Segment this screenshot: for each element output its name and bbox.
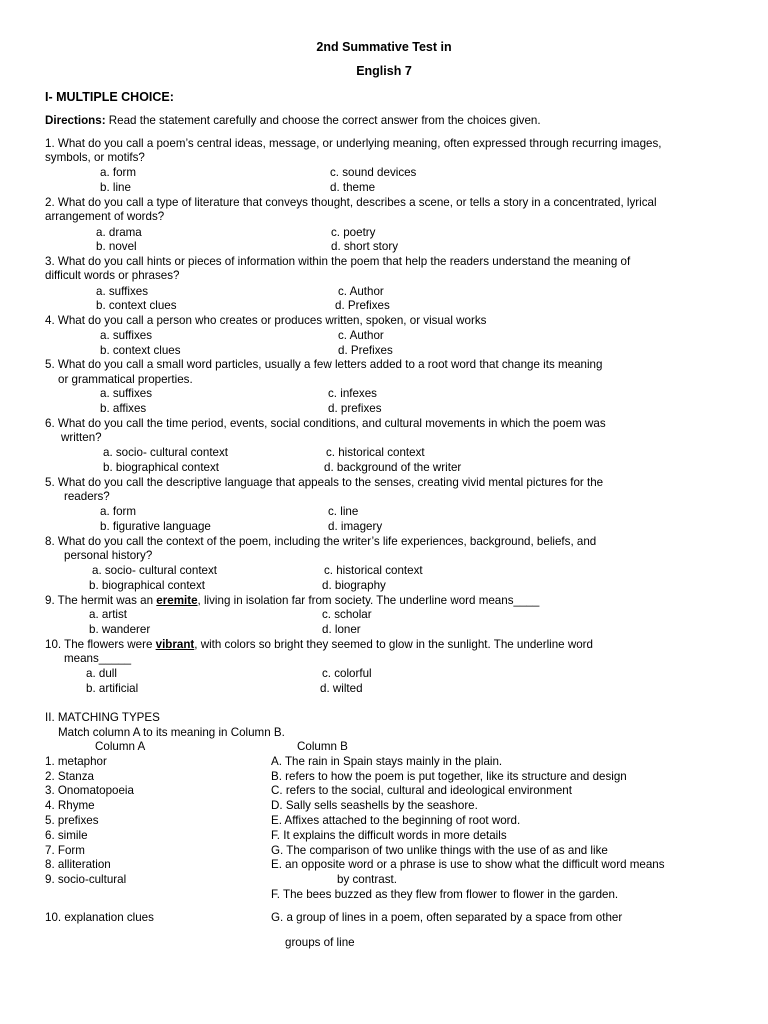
matching-instruction: Match column A to its meaning in Column B. bbox=[58, 726, 285, 739]
question-3-choice-a: a. suffixes bbox=[96, 285, 148, 298]
question-5b-choice-d: d. imagery bbox=[328, 520, 383, 533]
column-b-item: G. The comparison of two unlike things with the use of as and like bbox=[271, 844, 608, 857]
question-2-stem-line-1: 2. What do you call a type of literature that conveys thought, describes a scene, or tells a story in a concentrated, lyrical bbox=[45, 196, 657, 209]
question-5a-stem-line-2: or grammatical properties. bbox=[58, 373, 193, 386]
question-2-choice-b: b. novel bbox=[96, 240, 137, 253]
question-5a-choice-a: a. suffixes bbox=[100, 387, 152, 400]
column-a-item: 5. prefixes bbox=[45, 814, 99, 827]
question-6-choice-a: a. socio- cultural context bbox=[103, 446, 229, 459]
question-9-choice-c: c. scholar bbox=[322, 608, 372, 621]
section-heading-matching-types: II. MATCHING TYPES bbox=[45, 711, 160, 724]
question-3-stem-line-1: 3. What do you call hints or pieces of information within the poem that help the readers understand the meaning of bbox=[45, 255, 631, 268]
question-9-choice-d: d. loner bbox=[322, 623, 361, 636]
column-a-item: 9. socio-cultural bbox=[45, 873, 127, 886]
question-6-choice-d: d. background of the writer bbox=[324, 461, 462, 474]
column-b-item: B. refers to how the poem is put together, like its structure and design bbox=[271, 770, 627, 783]
question-9-stem-end: , living in isolation far from society. The underline word means____ bbox=[197, 594, 540, 607]
column-a-item: 7. Form bbox=[45, 844, 85, 857]
question-5b-choice-b: b. figurative language bbox=[100, 520, 211, 533]
question-8-choice-a: a. socio- cultural context bbox=[92, 564, 218, 577]
question-1-stem-line-1: 1. What do you call a poem’s central ideas, message, or underlying meaning, often expressed through recurring images, bbox=[45, 137, 662, 150]
question-8-choice-b: b. biographical context bbox=[89, 579, 206, 592]
column-a-item: 2. Stanza bbox=[45, 770, 94, 783]
column-b-item: A. The rain in Spain stays mainly in the plain. bbox=[271, 755, 503, 768]
column-b-item: D. Sally sells seashells by the seashore. bbox=[271, 799, 478, 812]
question-4-choice-a: a. suffixes bbox=[100, 329, 152, 342]
question-3-choice-c: c. Author bbox=[338, 285, 384, 298]
column-b-item-continuation: groups of line bbox=[285, 936, 355, 949]
question-6-choice-c: c. historical context bbox=[326, 446, 425, 459]
column-a-item: 8. alliteration bbox=[45, 858, 111, 871]
question-10-stem-line-2: means_____ bbox=[64, 652, 132, 665]
directions-label: Directions: bbox=[45, 114, 106, 127]
question-5a-stem-line-1: 5. What do you call a small word particles, usually a few letters added to a root word that change its meaning bbox=[45, 358, 603, 371]
question-10-choice-b: b. artificial bbox=[86, 682, 139, 695]
question-8-choice-c: c. historical context bbox=[324, 564, 423, 577]
question-5b-stem-line-1: 5. What do you call the descriptive language that appeals to the senses, creating vivid mental pictures for the bbox=[45, 476, 604, 489]
directions-text: Read the statement carefully and choose the correct answer from the choices given. bbox=[105, 114, 541, 127]
title-line-2: English 7 bbox=[356, 64, 412, 78]
question-2-choice-a: a. drama bbox=[96, 226, 142, 239]
column-a-item: 3. Onomatopoeia bbox=[45, 784, 134, 797]
column-b-item: F. The bees buzzed as they flew from flower to flower in the garden. bbox=[271, 888, 619, 901]
question-2-stem-line-2: arrangement of words? bbox=[45, 210, 165, 223]
column-a-item: 1. metaphor bbox=[45, 755, 107, 768]
column-b-item: E. an opposite word or a phrase is use to show what the difficult word means bbox=[271, 858, 665, 871]
question-1-choice-a: a. form bbox=[100, 166, 137, 179]
question-5a-choice-d: d. prefixes bbox=[328, 402, 382, 415]
section-heading-multiple-choice: I- MULTIPLE CHOICE: bbox=[45, 90, 174, 104]
question-3-choice-d: d. Prefixes bbox=[335, 299, 390, 312]
column-b-header: Column B bbox=[297, 740, 348, 753]
question-4-stem-line-1: 4. What do you call a person who creates or produces written, spoken, or visual works bbox=[45, 314, 487, 327]
question-3-stem-line-2: difficult words or phrases? bbox=[45, 269, 180, 282]
question-10-choice-d: d. wilted bbox=[320, 682, 363, 695]
column-b-item: F. It explains the difficult words in more details bbox=[271, 829, 507, 842]
question-9-choice-b: b. wanderer bbox=[89, 623, 151, 636]
title-line-1: 2nd Summative Test in bbox=[316, 40, 452, 54]
question-8-choice-d: d. biography bbox=[322, 579, 386, 592]
underlined-word-vibrant: vibrant bbox=[155, 638, 195, 651]
question-4-choice-c: c. Author bbox=[338, 329, 384, 342]
question-10-choice-c: c. colorful bbox=[322, 667, 372, 680]
column-a-item: 4. Rhyme bbox=[45, 799, 95, 812]
question-10-stem-end: , with colors so bright they seemed to glow in the sunlight. The underline word bbox=[194, 638, 593, 651]
question-2-choice-d: d. short story bbox=[331, 240, 399, 253]
column-b-item-continuation: by contrast. bbox=[337, 873, 397, 886]
column-a-item: 6. simile bbox=[45, 829, 88, 842]
column-b-item: G. a group of lines in a poem, often separated by a space from other bbox=[271, 911, 623, 924]
column-a-header: Column A bbox=[95, 740, 146, 753]
question-5a-choice-b: b. affixes bbox=[100, 402, 147, 415]
question-10-stem-start: 10. The flowers were bbox=[45, 638, 156, 651]
question-8-stem-line-2: personal history? bbox=[64, 549, 153, 562]
column-b-item: C. refers to the social, cultural and ideological environment bbox=[271, 784, 572, 797]
question-1-choice-d: d. theme bbox=[330, 181, 376, 194]
question-6-choice-b: b. biographical context bbox=[103, 461, 220, 474]
question-9-stem bbox=[45, 594, 539, 608]
question-5a-choice-c: c. infexes bbox=[328, 387, 377, 400]
question-6-stem-line-1: 6. What do you call the time period, events, social conditions, and cultural movements in which the poem was bbox=[45, 417, 606, 430]
question-1-stem-line-2: symbols, or motifs? bbox=[45, 151, 145, 164]
question-2-choice-c: c. poetry bbox=[331, 226, 376, 239]
question-9-stem-start: 9. The hermit was an bbox=[45, 594, 157, 607]
question-9-choice-a: a. artist bbox=[89, 608, 128, 621]
question-5b-choice-a: a. form bbox=[100, 505, 137, 518]
question-5b-stem-line-2: readers? bbox=[64, 490, 110, 503]
column-b-item: E. Affixes attached to the beginning of root word. bbox=[271, 814, 521, 827]
question-1-choice-b: b. line bbox=[100, 181, 131, 194]
question-4-choice-d: d. Prefixes bbox=[338, 344, 393, 357]
question-3-choice-b: b. context clues bbox=[96, 299, 177, 312]
question-6-stem-line-2: written? bbox=[61, 431, 102, 444]
question-10-choice-a: a. dull bbox=[86, 667, 117, 680]
column-a-item: 10. explanation clues bbox=[45, 911, 154, 924]
question-1-choice-c: c. sound devices bbox=[330, 166, 417, 179]
underlined-word-eremite: eremite bbox=[156, 594, 198, 607]
directions bbox=[45, 114, 541, 128]
question-8-stem-line-1: 8. What do you call the context of the poem, including the writer’s life experiences, background, beliefs, and bbox=[45, 535, 597, 548]
question-5b-choice-c: c. line bbox=[328, 505, 359, 518]
question-4-choice-b: b. context clues bbox=[100, 344, 181, 357]
question-10-stem-line-1 bbox=[45, 638, 593, 652]
